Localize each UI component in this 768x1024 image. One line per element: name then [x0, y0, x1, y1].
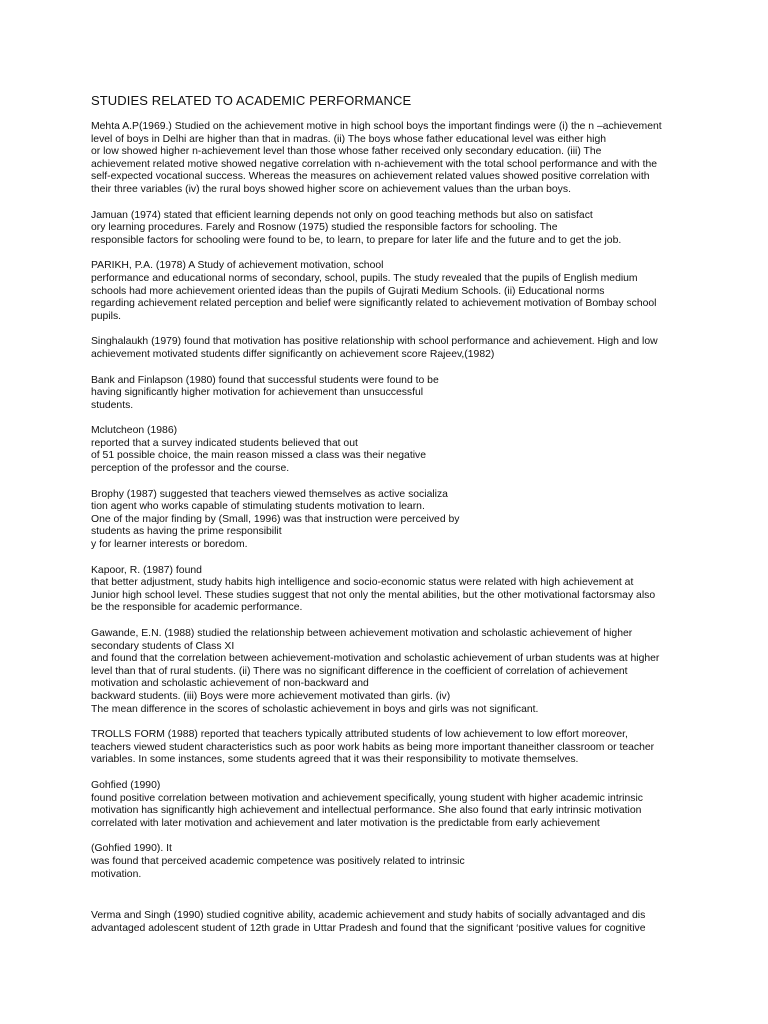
text-line: motivation has significantly high achievement and intellectual performance. She also found that early intrinsic motivation	[91, 805, 642, 817]
text-line: ory learning procedures. Farely and Rosnow (1975) studied the responsible factors for schooling. The	[91, 222, 558, 234]
text-line: perception of the professor and the course.	[91, 463, 290, 475]
paragraph	[91, 489, 691, 552]
text-line: (Gohfied 1990). It	[91, 843, 172, 855]
text-line: advantaged adolescent student of 12th grade in Uttar Pradesh and found that the significant ‘positive values for cognitive	[91, 922, 646, 934]
text-line: Junior high school level. These studies suggest that not only the mental abilities, but the other motivational factorsmay also	[91, 589, 656, 601]
text-line: Mclutcheon (1986)	[91, 425, 178, 437]
text-line: secondary students of Class XI	[91, 640, 235, 652]
paragraph	[91, 336, 691, 361]
text-line: students.	[91, 399, 134, 411]
text-line: Kapoor, R. (1987) found	[91, 564, 202, 576]
paragraph	[91, 425, 691, 475]
text-line: level of boys in Delhi are higher than that in madras. (ii) The boys whose father educational level was either high	[91, 133, 607, 145]
text-line: found positive correlation between motivation and achievement specifically, young student with higher academic intrinsic	[91, 792, 643, 804]
text-line: having significantly higher motivation for achievement than unsuccessful	[91, 387, 424, 399]
text-line: was found that perceived academic competence was positively related to intrinsic	[91, 855, 465, 867]
text-line: Gawande, E.N. (1988) studied the relationship between achievement motivation and scholastic achievement of higher	[91, 628, 633, 639]
paragraph	[91, 375, 691, 413]
text-line: teachers viewed student characteristics such as poor work habits as being more important thaneither classroom or teacher	[91, 741, 655, 753]
text-line: achievement motivated students differ significantly on achievement score Rajeev,(1982)	[91, 348, 495, 360]
paragraph	[91, 628, 691, 716]
text-line: reported that a survey indicated students believed that out	[91, 437, 358, 449]
text-line: Verma and Singh (1990) studied cognitive ability, academic achievement and study habits of socially advantaged and dis	[91, 910, 646, 922]
text-line: level than that of rural students. (ii) There was no significant difference in the coefficient of correlation of achievement	[91, 665, 628, 677]
text-line: motivation.	[91, 868, 142, 880]
text-line: performance and educational norms of secondary, school, pupils. The study revealed that the pupils of English medium	[91, 272, 638, 284]
paragraph-spacer	[91, 894, 691, 910]
text-line: regarding achievement related perception and belief were significantly related to achievement motivation of Bombay school	[91, 298, 657, 310]
text-line: motivation and scholastic achievement of non-backward and	[91, 678, 369, 690]
paragraph	[91, 729, 691, 767]
paragraph-list	[91, 121, 691, 935]
text-line: Singhalaukh (1979) found that motivation has positive relationship with school performance and achievement. High and low	[91, 336, 658, 348]
text-line: variables. In some instances, some students agreed that it was their responsibility to motivate themselves.	[91, 754, 579, 766]
text-line: Jamuan (1974) stated that efficient learning depends not only on good teaching methods but also on satisfact	[91, 209, 593, 221]
paragraph	[91, 910, 691, 935]
text-line: TROLLS FORM (1988) reported that teachers typically attributed students of low achievement to low effort moreover,	[91, 729, 628, 741]
text-line: pupils.	[91, 310, 122, 322]
text-line: be the responsible for academic performance.	[91, 602, 303, 614]
text-line: schools had more achievement oriented ideas than the pupils of Gujrati Medium Schools. (ii) Educational norms	[91, 285, 605, 297]
text-line: and found that the correlation between achievement-motivation and scholastic achievement of urban students was at higher	[91, 653, 660, 665]
text-line: PARIKH, P.A. (1978) A Study of achievement motivation, school	[91, 260, 384, 272]
document-title: STUDIES RELATED TO ACADEMIC PERFORMANCE	[91, 93, 412, 108]
text-line: Gohfied (1990)	[91, 779, 161, 791]
text-line: their three variables (iv) the rural boys showed higher score on achievement values than the urban boys.	[91, 183, 571, 195]
document-page	[91, 92, 691, 948]
text-line: self-expected vocational success. Whereas the measures on achievement related values showed positive correlation with	[91, 171, 650, 183]
paragraph	[91, 121, 691, 197]
paragraph	[91, 260, 691, 323]
text-line: Mehta A.P(1969.) Studied on the achievement motive in high school boys the important findings were (i) the n –achievement	[91, 121, 662, 132]
text-line: that better adjustment, study habits high intelligence and socio-economic status were related with high achievement at	[91, 577, 634, 589]
paragraph	[91, 210, 691, 248]
text-line: Brophy (1987) suggested that teachers viewed themselves as active socializa	[91, 488, 448, 500]
text-line: of 51 possible choice, the main reason missed a class was their negative	[91, 450, 426, 462]
paragraph	[91, 565, 691, 615]
text-line: responsible factors for schooling were found to be, to learn, to prepare for later life and the future and to get the job.	[91, 234, 622, 246]
text-line: The mean difference in the scores of scholastic achievement in boys and girls was not significant.	[91, 703, 539, 715]
text-line: students as having the prime responsibilit	[91, 526, 282, 538]
text-line: Bank and Finlapson (1980) found that successful students were found to be	[91, 374, 439, 386]
text-line: tion agent who works capable of stimulating students motivation to learn.	[91, 501, 425, 513]
text-line: achievement related motive showed negative correlation with n-achievement with the total school performance and with the	[91, 158, 658, 170]
text-line: correlated with later motivation and achievement and later motivation is the predictable from early achievement	[91, 817, 600, 829]
text-line: One of the major finding by (Small, 1996) was that instruction were perceived by	[91, 513, 460, 525]
paragraph	[91, 780, 691, 830]
text-line: or low showed higher n-achievement level than those whose father received only secondary education. (iii) The	[91, 146, 602, 158]
paragraph	[91, 843, 691, 881]
text-line: backward students. (iii) Boys were more achievement motivated than girls. (iv)	[91, 690, 451, 702]
text-line: y for learner interests or boredom.	[91, 539, 248, 551]
